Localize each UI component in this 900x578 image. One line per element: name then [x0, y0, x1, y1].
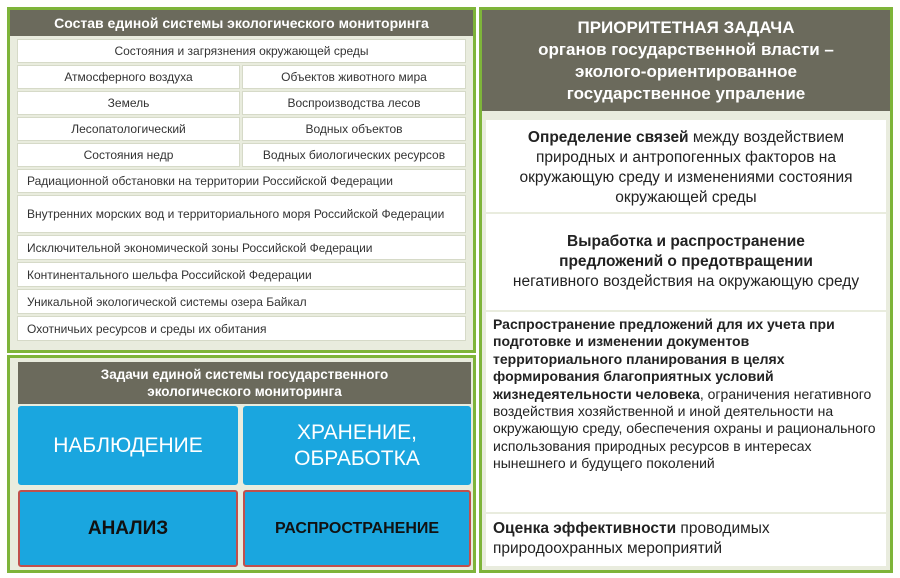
composition-item-aquatic-bio: Водных биологических ресурсов [242, 143, 466, 167]
composition-full-row: Состояния и загрязнения окружающей среды [17, 39, 466, 63]
priority-title-line1: ПРИОРИТЕТНАЯ ЗАДАЧА [577, 17, 795, 37]
priority-item-efficiency [486, 514, 886, 566]
priority-title-line2: органов государственной власти – [538, 39, 834, 59]
priority-item-proposals-text: негативного воздействия на окружающую среду [512, 273, 860, 290]
composition-item-forest-reproduction: Воспроизводства лесов [242, 91, 466, 115]
composition-item-radiation: Радиационной обстановки на территории Российской Федерации [17, 169, 466, 193]
tasks-title [18, 362, 471, 404]
composition-item-lands: Земель [17, 91, 240, 115]
composition-item-air: Атмосферного воздуха [17, 65, 240, 89]
priority-title-line4: государственное упраление [566, 83, 806, 103]
priority-title [482, 10, 890, 111]
composition-item-baikal: Уникальной экологической системы озера Байкал [17, 289, 466, 314]
priority-item-efficiency-bold: Оценка эффективности [493, 520, 677, 537]
task-storage-processing [243, 406, 471, 485]
task-dissemination: РАСПРОСТРАНЕНИЕ [243, 490, 471, 567]
task-storage-line2: ОБРАБОТКА [294, 446, 420, 470]
tasks-title-line1: Задачи единой системы государственного [100, 367, 389, 382]
composition-item-economic-zone: Исключительной экономической зоны Российской Федерации [17, 235, 466, 260]
composition-item-subsoil: Состояния недр [17, 143, 240, 167]
composition-panel [7, 7, 476, 353]
priority-item-proposals-bold1: Выработка и распространение [567, 233, 805, 250]
composition-item-forest-pathology: Лесопатологический [17, 117, 240, 141]
priority-item-links-bold: Определение связей [527, 129, 689, 146]
tasks-title-line2: экологического мониторинга [147, 384, 342, 399]
priority-item-spatial-bold: Распространение предложений для их учета при подготовке и изменении документов территориального планирования в целях формирования благоприятных условий жизнедеятельности человека [493, 316, 835, 402]
composition-item-inland-sea: Внутренних морских вод и территориального моря Российской Федерации [17, 195, 466, 233]
priority-title-line3: эколого-ориентированное [574, 61, 798, 81]
composition-item-water-objects: Водных объектов [242, 117, 466, 141]
tasks-panel [7, 355, 476, 573]
task-analysis: АНАЛИЗ [18, 490, 238, 567]
composition-item-fauna: Объектов животного мира [242, 65, 466, 89]
priority-item-links-text: между воздействием природных и антропогенных факторов на окружающую среду и изменениями состояния окружающей среды [519, 129, 853, 206]
priority-item-spatial-planning [486, 312, 886, 512]
priority-item-links [486, 120, 886, 212]
composition-title: Состав единой системы экологического мониторинга [10, 10, 473, 36]
priority-item-spatial-text: , ограничения негативного воздействия хозяйственной и иной деятельности на окружающую среду, обеспечения охраны и рационального использования природных ресурсов в интересах нынешнего и будущего поколений [493, 385, 876, 472]
composition-item-hunting: Охотничьих ресурсов и среды их обитания [17, 316, 466, 341]
priority-item-efficiency-text: проводимых природоохранных мероприятий [493, 520, 770, 557]
priority-item-proposals-bold2: предложений о предотвращении [559, 253, 813, 270]
priority-panel [479, 7, 893, 573]
composition-item-shelf: Континентального шельфа Российской Федерации [17, 262, 466, 287]
priority-item-proposals [486, 214, 886, 310]
task-observation: НАБЛЮДЕНИЕ [18, 406, 238, 485]
task-storage-line1: ХРАНЕНИЕ, [297, 420, 417, 444]
